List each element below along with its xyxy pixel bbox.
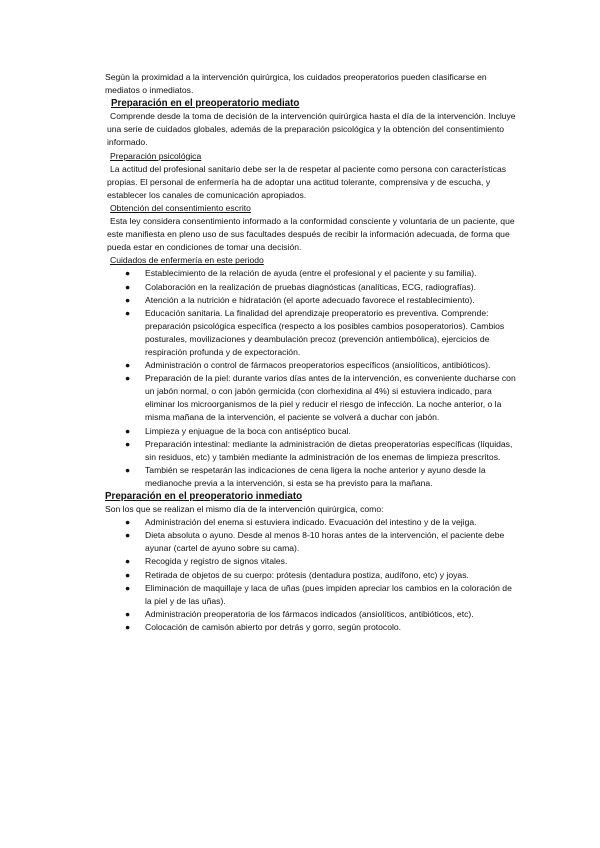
bullet-icon: ●	[125, 608, 131, 619]
consent-paragraph: Esta ley considera consentimiento informado a la conformidad consciente y voluntaria de un paciente, que este manifiesta en pleno uso de sus facultades después de recibir la información adecuada, de forma que pueda estar en condiciones de tomar una decisión.	[107, 216, 515, 253]
list-item: ● Administración preoperatoria de los fármacos indicados (ansiolíticos, antibióticos, etc).	[107, 608, 519, 621]
inmediato-list	[107, 516, 519, 634]
list-item: ● Administración del enema si estuviera indicado. Evacuación del intestino y de la vejiga.	[107, 516, 519, 529]
bullet-icon: ●	[125, 373, 131, 384]
list-item: ● Administración o control de fármacos preoperatorios específicos (ansiolíticos, antibióticos).	[107, 359, 519, 372]
bullet-icon: ●	[125, 294, 131, 305]
mediato-description: Comprende desde la toma de decisión de la intervención quirúrgica hasta el día de la intervención. Incluye una serie de cuidados globales, además de la preparación psicológica y la obtención del consentimiento informado.	[107, 111, 516, 148]
list-item: ● Recogida y registro de signos vitales.	[107, 555, 519, 568]
cuidados-subheading: Cuidados de enfermería en este periodo	[110, 255, 264, 266]
bullet-icon: ●	[125, 582, 131, 593]
list-item: ● Colocación de camisón abierto por detrás y gorro, según protocolo.	[107, 621, 519, 634]
bullet-icon: ●	[125, 425, 131, 436]
list-item: ● Limpieza y enjuague de la boca con antiséptico bucal.	[107, 425, 519, 438]
psico-paragraph: La actitud del profesional sanitario debe ser la de respetar al paciente como persona con características propias. El personal de enfermería ha de adoptar una actitud tolerante, comprensiva y de escucha, y establecer los canales de comunicación apropiados.	[107, 163, 507, 200]
list-item: ● Preparación de la piel: durante varios días antes de la intervención, es conveniente ducharse con un jabón normal, o con jabón germicida (con clorhexidina al 4%) si estuviera indicado, para eliminar los microorganismos de la piel y reducir el riesgo de infección. La noche anterior, o la misma mañana de la intervención, el paciente se volverá a duchar con jabón.	[125, 373, 516, 423]
psico-subheading: Preparación psicológica	[110, 150, 202, 161]
list-item: ● También se respetarán las indicaciones de cena ligera la noche anterior y ayuno desde la medianoche previa a la intervención, si esta se ha previsto para la mañana.	[125, 464, 486, 488]
bullet-icon: ●	[125, 281, 131, 292]
list-item: ● Retirada de objetos de su cuerpo: prótesis (dentadura postiza, audífono, etc) y joyas.	[107, 569, 519, 582]
inmediato-heading: Preparación en el preoperatorio inmediato	[105, 491, 303, 502]
consent-subheading: Obtención del consentimiento escrito	[110, 202, 251, 213]
bullet-icon: ●	[125, 621, 131, 632]
list-item: ● Atención a la nutrición e hidratación (el aporte adecuado favorece el restablecimiento).	[107, 294, 519, 307]
intro-paragraph: Según la proximidad a la intervención quirúrgica, los cuidados preoperatorios pueden clasificarse en mediatos o inmediatos.	[105, 72, 487, 96]
list-item: ● Educación sanitaria. La finalidad del aprendizaje preoperatorio es preventiva. Comprende: preparación psicológica específica (respecto a los posibles cambios posoperatorios). Cambios posturales, movilizaciones y deambulación precoz (prevención antiembólica), ejercicios de respiración profunda y de expectoración.	[125, 307, 505, 357]
bullet-icon: ●	[125, 569, 131, 580]
mediato-heading: Preparación en el preoperatorio mediato	[111, 98, 300, 110]
bullet-icon: ●	[125, 464, 131, 475]
bullet-icon: ●	[125, 517, 131, 528]
inmediato-description: Son los que se realizan el mismo día de la intervención quirúrgica, como:	[105, 504, 384, 515]
list-item: ● Colaboración en la realización de pruebas diagnósticas (analíticas, ECG, radiografías).	[107, 281, 519, 294]
list-item: ● Eliminación de maquillaje y laca de uñas (pues impiden apreciar los cambios en la coloración de la piel y de las uñas).	[125, 582, 512, 606]
list-item: ● Establecimiento de la relación de ayuda (entre el profesional y el paciente y su familia).	[107, 267, 519, 280]
bullet-icon: ●	[125, 530, 131, 541]
list-item: ● Dieta absoluta o ayuno. Desde al menos 8-10 horas antes de la intervención, el paciente debe ayunar (cartel de ayuno sobre su cama).	[125, 530, 505, 554]
list-item: ● Preparación intestinal: mediante la administración de dietas preoperatorias específicas (líquidas, sin residuos, etc) y también mediante la administración de los enemas de limpieza prescritos.	[125, 438, 513, 462]
bullet-icon: ●	[125, 360, 131, 371]
document-body	[107, 71, 519, 634]
bullet-icon: ●	[125, 556, 131, 567]
bullet-icon: ●	[125, 268, 131, 279]
cuidados-list	[107, 267, 519, 490]
bullet-icon: ●	[125, 307, 131, 318]
bullet-icon: ●	[125, 438, 131, 449]
